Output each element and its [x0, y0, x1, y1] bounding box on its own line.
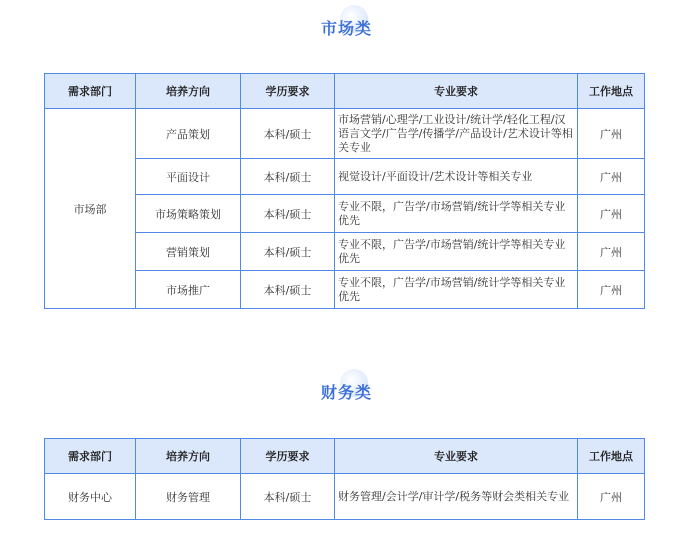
major-cell: 专业不限，广告学/市场营销/统计学等相关专业优先: [335, 271, 578, 309]
education-cell: 本科/硕士: [241, 195, 335, 233]
location-cell: 广州: [578, 109, 645, 159]
header-department: 需求部门: [45, 439, 136, 474]
header-direction: 培养方向: [136, 74, 241, 109]
table-row: [45, 109, 645, 159]
table-header-row: [45, 439, 645, 474]
header-education: 学历要求: [241, 439, 335, 474]
direction-cell: 市场推广: [136, 271, 241, 309]
location-cell: 广州: [578, 474, 645, 520]
section-title-marketing: 市场类: [320, 19, 372, 38]
location-cell: 广州: [578, 233, 645, 271]
direction-cell: 产品策划: [136, 109, 241, 159]
education-cell: 本科/硕士: [241, 474, 335, 520]
location-cell: 广州: [578, 159, 645, 195]
location-cell: 广州: [578, 195, 645, 233]
header-major: 专业要求: [335, 74, 578, 109]
marketing-requirements-table: [44, 73, 645, 309]
header-department: 需求部门: [45, 74, 136, 109]
major-cell: 专业不限，广告学/市场营销/统计学等相关专业优先: [335, 233, 578, 271]
direction-cell: 营销策划: [136, 233, 241, 271]
education-cell: 本科/硕士: [241, 271, 335, 309]
major-cell: 视觉设计/平面设计/艺术设计等相关专业: [335, 159, 578, 195]
table-row: [45, 474, 645, 520]
major-cell: 市场营销/心理学/工业设计/统计学/轻化工程/汉语言文学/广告学/传播学/产品设计/艺术设计等相关专业: [335, 109, 578, 159]
header-direction: 培养方向: [136, 439, 241, 474]
department-cell: 市场部: [45, 109, 136, 309]
header-location: 工作地点: [578, 74, 645, 109]
finance-requirements-table: [44, 438, 645, 520]
table-header-row: [45, 74, 645, 109]
education-cell: 本科/硕士: [241, 109, 335, 159]
section-title-finance: 财务类: [320, 383, 372, 402]
education-cell: 本科/硕士: [241, 159, 335, 195]
major-cell: 财务管理/会计学/审计学/税务等财会类相关专业: [335, 474, 578, 520]
education-cell: 本科/硕士: [241, 233, 335, 271]
header-location: 工作地点: [578, 439, 645, 474]
header-major: 专业要求: [335, 439, 578, 474]
header-education: 学历要求: [241, 74, 335, 109]
direction-cell: 平面设计: [136, 159, 241, 195]
direction-cell: 财务管理: [136, 474, 241, 520]
department-cell: 财务中心: [45, 474, 136, 520]
location-cell: 广州: [578, 271, 645, 309]
direction-cell: 市场策略策划: [136, 195, 241, 233]
major-cell: 专业不限，广告学/市场营销/统计学等相关专业优先: [335, 195, 578, 233]
